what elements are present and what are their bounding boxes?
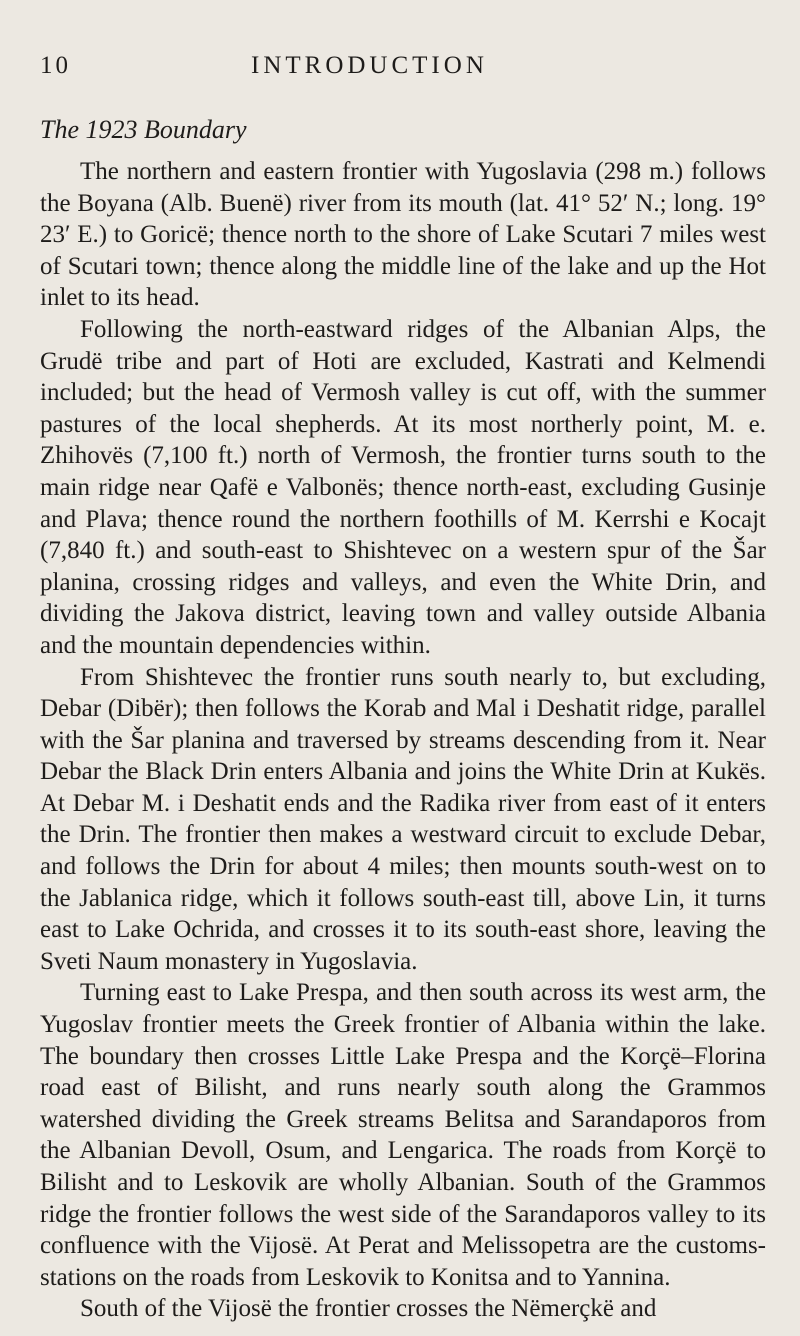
section-heading: The 1923 Boundary <box>40 115 247 144</box>
paragraph-5: South of the Vijosë the frontier crosses the Nëmerçkë and <box>80 1295 657 1323</box>
paragraph-2: Following the north-eastward ridges of the Albanian Alps, the Grudë tribe and part of Hoti are excluded, Kastrati and Kelmendi included; but the head of Vermosh valley is cut off, with the summer pastures of the local shepherds. At its most northerly point, M. e. Zhihovës (7,100 ft.) north of Vermosh, the frontier turns south to the main ridge near Qafë e Valbonës; thence north-east, excluding Gusinje and Plava; thence round the northern foothills of M. Kerrshi e Kocajt (7,840 ft.) and south-east to Shishtevec on a western spur of the Šar planina, crossing ridges and valleys, and even the White Drin, and dividing the Jakova district, leaving town and valley outside Albania and the mountain dependencies within. <box>40 315 766 659</box>
paragraph-4: Turning east to Lake Prespa, and then south across its west arm, the Yugoslav frontier meets the Greek frontier of Albania within the lake. The boundary then crosses Little Lake Prespa and the Korçë–Florina road east of Bilisht, and runs nearly south along the Grammos watershed dividing the Greek streams Belitsa and Sarandaporos from the Albanian Devoll, Osum, and Lengarica. The roads from Korçë to Bilisht and to Leskovik are wholly Albanian. South of the Grammos ridge the frontier follows the west side of the Sarandaporos valley to its confluence with the Vijosë. At Perat and Melissopetra are the customs-stations on the roads from Leskovik to Konitsa and to Yannina. <box>40 979 766 1291</box>
running-head <box>40 52 766 92</box>
page-number: 10 <box>40 52 71 79</box>
paragraph-1: The northern and eastern frontier with Yugoslavia (298 m.) follows the Boyana (Alb. Buenë) river from its mouth (lat. 41° 52′ N.; long. 19° 23′ E.) to Goricë; thence north to the shore of Lake Scutari 7 miles west of Scutari town; thence along the middle line of the lake and up the Hot inlet to its head. <box>40 158 766 312</box>
paragraph-3: From Shishtevec the frontier runs south nearly to, but excluding, Debar (Dibër); then follows the Korab and Mal i Deshatit ridge, parallel with the Šar planina and traversed by streams descending from it. Near Debar the Black Drin enters Albania and joins the White Drin at Kukës. At Debar M. i Deshatit ends and the Radika river from east of it enters the Drin. The frontier then makes a westward circuit to exclude Debar, and follows the Drin for about 4 miles; then mounts south-west on to the Jablanica ridge, which it follows south-east till, above Lin, it turns east to Lake Ochrida, and crosses it to its south-east shore, leaving the Sveti Naum monastery in Yugoslavia. <box>40 663 766 975</box>
body-text <box>40 156 766 1325</box>
running-title: INTRODUCTION <box>251 52 488 79</box>
